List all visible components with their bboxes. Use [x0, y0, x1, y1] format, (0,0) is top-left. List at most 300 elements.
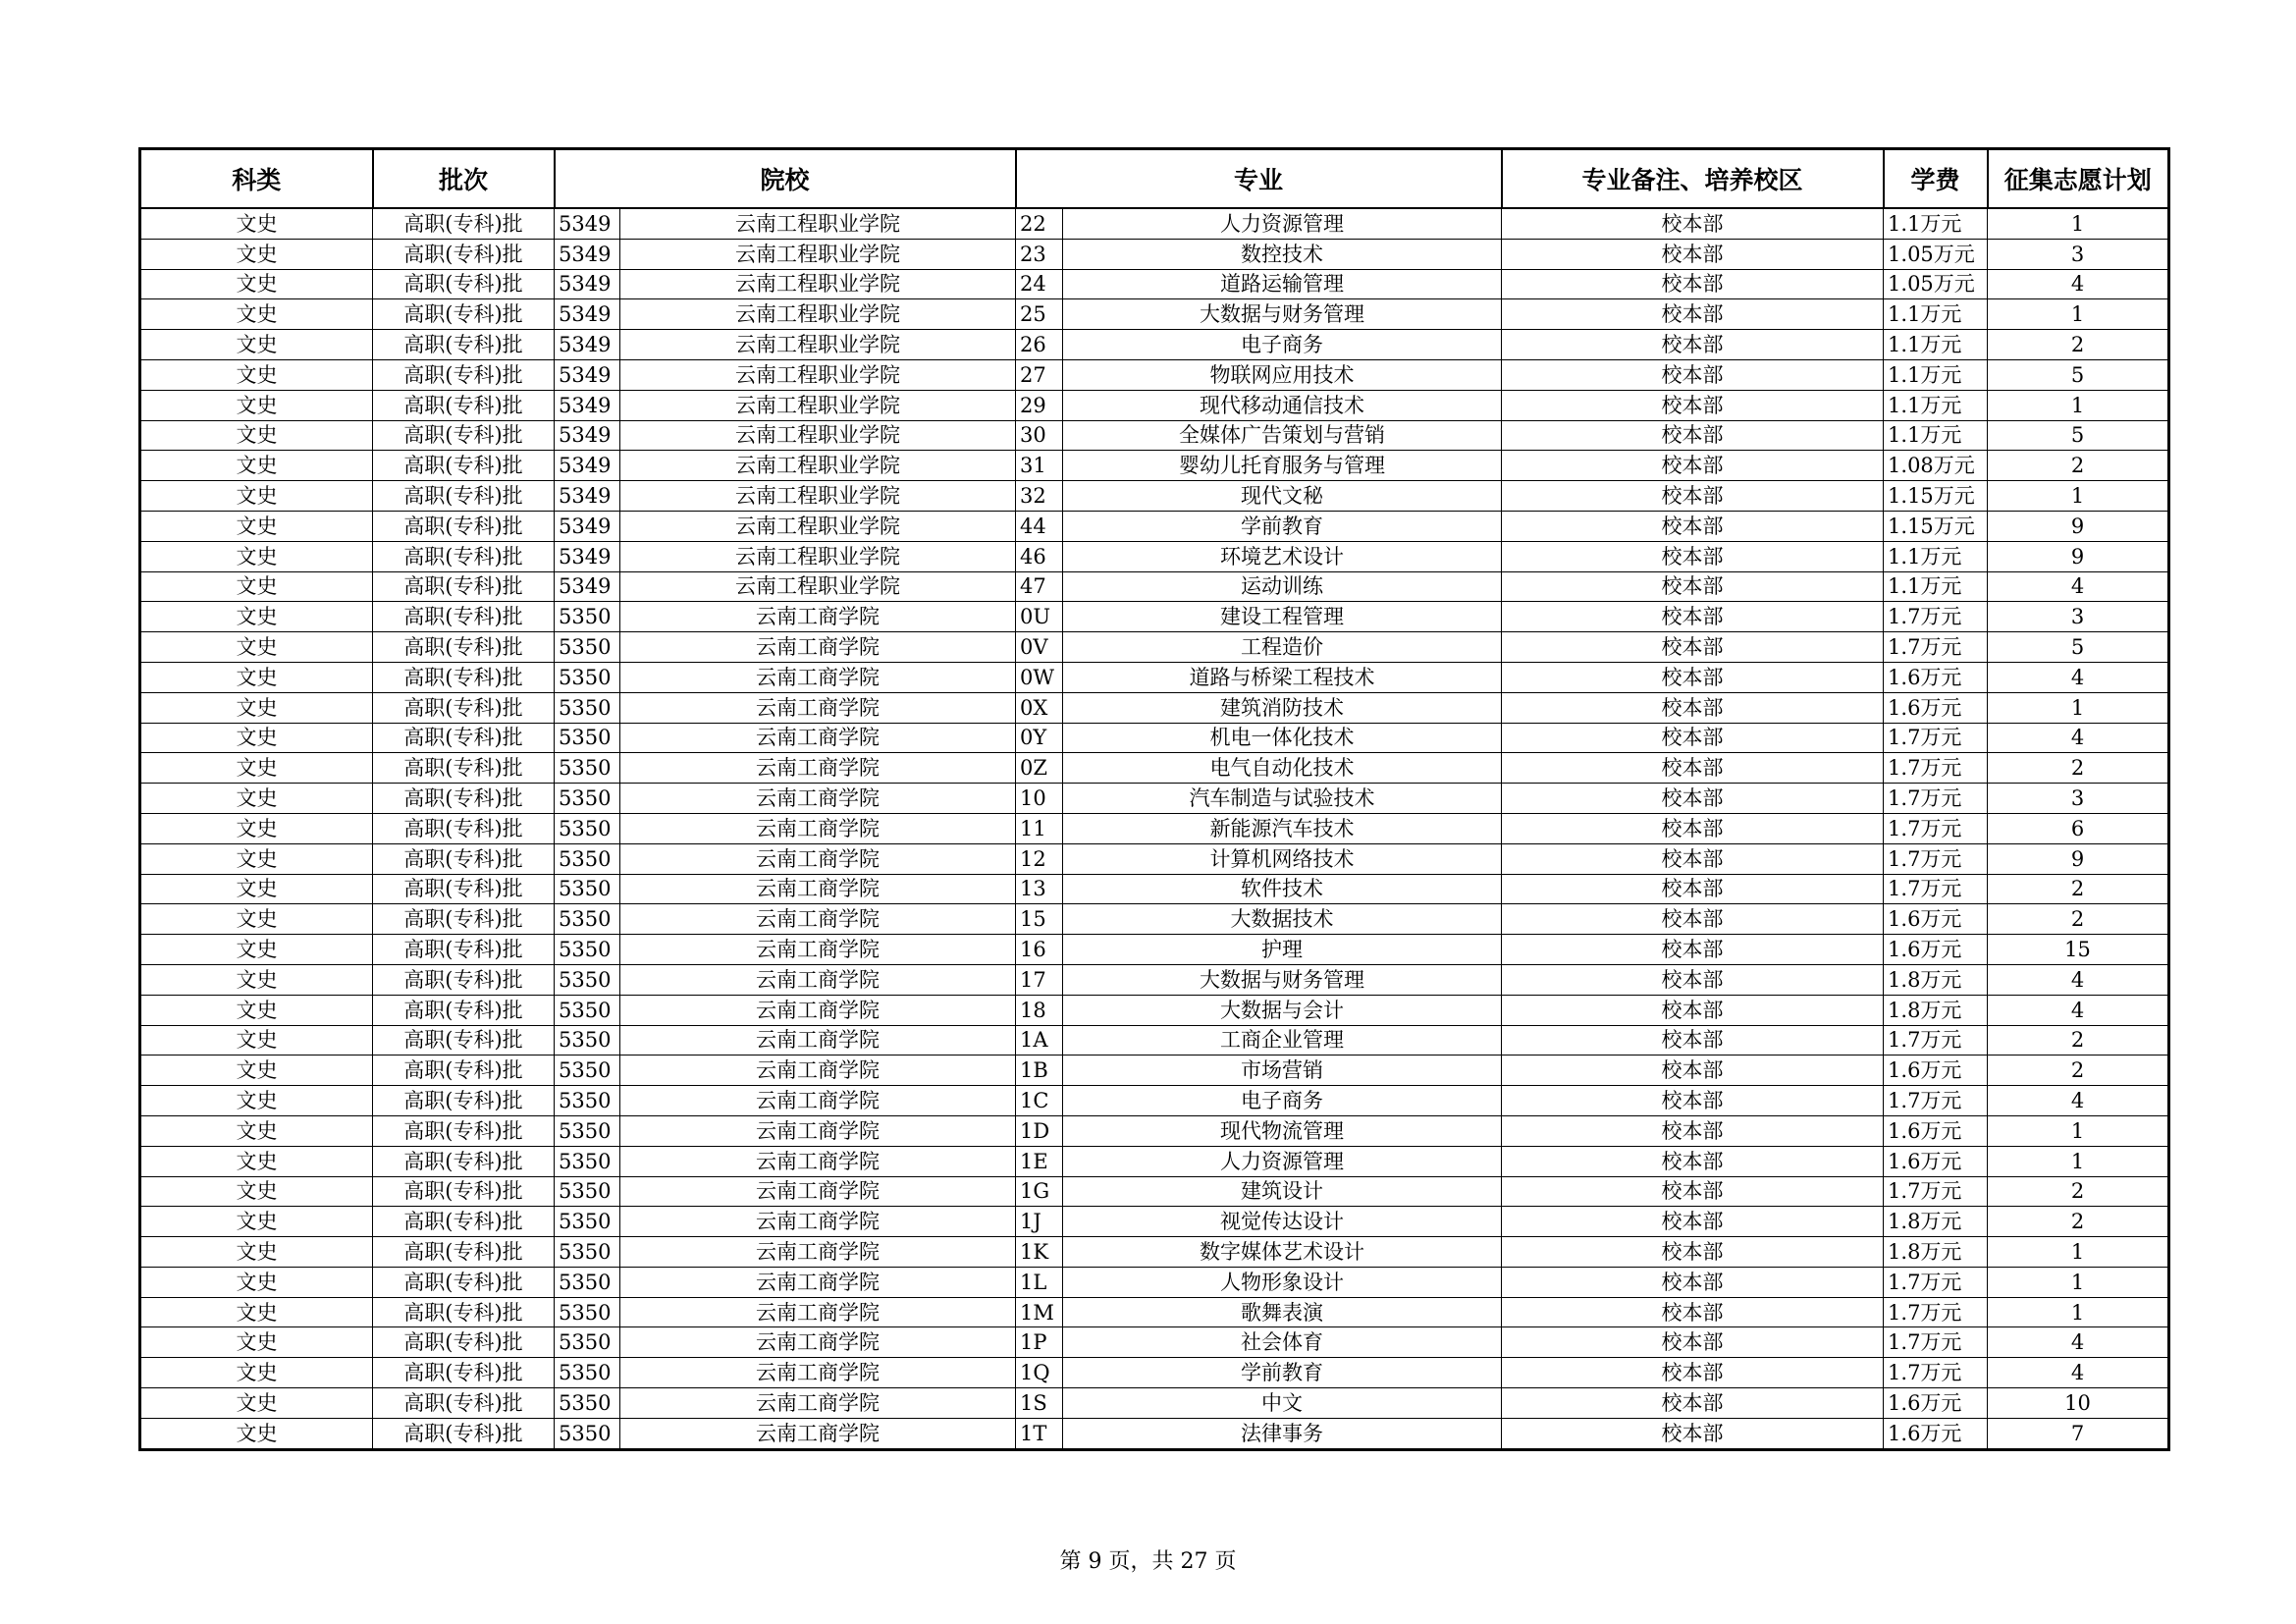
table-row [140, 935, 2169, 965]
cell-major-name: 视觉传达设计 [1063, 1207, 1502, 1237]
cell-major-name: 歌舞表演 [1063, 1297, 1502, 1327]
cell-tuition: 1.1万元 [1884, 359, 1988, 390]
cell-tuition: 1.7万元 [1884, 843, 1988, 874]
cell-tuition: 1.05万元 [1884, 269, 1988, 299]
cell-major-notes: 校本部 [1502, 784, 1884, 814]
cell-major-name: 电气自动化技术 [1063, 753, 1502, 784]
cell-institution-name: 云南工商学院 [620, 1086, 1016, 1116]
cell-tuition: 1.8万元 [1884, 1237, 1988, 1268]
cell-institution-code: 5350 [555, 1327, 620, 1358]
cell-institution-code: 5349 [555, 359, 620, 390]
cell-major-name: 人物形象设计 [1063, 1267, 1502, 1297]
cell-category: 文史 [140, 874, 373, 904]
table-row [140, 1146, 2169, 1176]
cell-major-name: 工商企业管理 [1063, 1025, 1502, 1056]
cell-institution-code: 5350 [555, 692, 620, 723]
cell-major-code: 1D [1016, 1115, 1063, 1146]
cell-category: 文史 [140, 692, 373, 723]
cell-major-name: 中文 [1063, 1388, 1502, 1419]
cell-major-name: 市场营销 [1063, 1056, 1502, 1086]
admissions-table [138, 147, 2170, 1451]
cell-institution-name: 云南工商学院 [620, 813, 1016, 843]
cell-batch: 高职(专科)批 [373, 451, 555, 481]
cell-plan-count: 15 [1988, 935, 2169, 965]
cell-major-code: 0X [1016, 692, 1063, 723]
cell-tuition: 1.8万元 [1884, 964, 1988, 995]
cell-major-code: 1Q [1016, 1358, 1063, 1388]
cell-plan-count: 1 [1988, 481, 2169, 512]
cell-institution-name: 云南工商学院 [620, 632, 1016, 663]
cell-category: 文史 [140, 1267, 373, 1297]
table-row [140, 330, 2169, 360]
cell-category: 文史 [140, 1237, 373, 1268]
cell-category: 文史 [140, 784, 373, 814]
cell-plan-count: 7 [1988, 1418, 2169, 1449]
cell-institution-code: 5350 [555, 1025, 620, 1056]
header-category: 科类 [140, 149, 373, 209]
cell-institution-code: 5350 [555, 1146, 620, 1176]
cell-category: 文史 [140, 1297, 373, 1327]
cell-institution-code: 5350 [555, 632, 620, 663]
cell-institution-code: 5349 [555, 420, 620, 451]
cell-major-name: 电子商务 [1063, 330, 1502, 360]
table-row [140, 632, 2169, 663]
cell-tuition: 1.7万元 [1884, 1176, 1988, 1207]
cell-major-name: 建设工程管理 [1063, 602, 1502, 632]
cell-plan-count: 9 [1988, 541, 2169, 571]
cell-major-notes: 校本部 [1502, 874, 1884, 904]
cell-tuition: 1.7万元 [1884, 602, 1988, 632]
cell-institution-code: 5350 [555, 1297, 620, 1327]
cell-category: 文史 [140, 420, 373, 451]
cell-batch: 高职(专科)批 [373, 1176, 555, 1207]
cell-institution-code: 5350 [555, 1207, 620, 1237]
cell-category: 文史 [140, 662, 373, 692]
cell-major-notes: 校本部 [1502, 1025, 1884, 1056]
cell-major-name: 婴幼儿托育服务与管理 [1063, 451, 1502, 481]
cell-batch: 高职(专科)批 [373, 1297, 555, 1327]
cell-batch: 高职(专科)批 [373, 359, 555, 390]
table-row [140, 481, 2169, 512]
header-batch: 批次 [373, 149, 555, 209]
cell-batch: 高职(专科)批 [373, 843, 555, 874]
cell-institution-code: 5349 [555, 269, 620, 299]
table-row [140, 1115, 2169, 1146]
cell-tuition: 1.6万元 [1884, 692, 1988, 723]
cell-institution-code: 5350 [555, 813, 620, 843]
cell-major-code: 1J [1016, 1207, 1063, 1237]
cell-plan-count: 2 [1988, 753, 2169, 784]
cell-major-name: 道路与桥梁工程技术 [1063, 662, 1502, 692]
cell-plan-count: 3 [1988, 784, 2169, 814]
cell-tuition: 1.6万元 [1884, 904, 1988, 935]
cell-major-name: 法律事务 [1063, 1418, 1502, 1449]
cell-tuition: 1.7万元 [1884, 1297, 1988, 1327]
cell-major-notes: 校本部 [1502, 481, 1884, 512]
cell-tuition: 1.7万元 [1884, 723, 1988, 753]
cell-category: 文史 [140, 511, 373, 541]
header-institution: 院校 [555, 149, 1016, 209]
cell-category: 文史 [140, 481, 373, 512]
cell-batch: 高职(专科)批 [373, 1115, 555, 1146]
cell-major-code: 0V [1016, 632, 1063, 663]
cell-major-code: 32 [1016, 481, 1063, 512]
cell-major-notes: 校本部 [1502, 1388, 1884, 1419]
cell-major-name: 大数据与会计 [1063, 995, 1502, 1025]
cell-category: 文史 [140, 995, 373, 1025]
cell-institution-code: 5350 [555, 964, 620, 995]
cell-institution-name: 云南工商学院 [620, 1146, 1016, 1176]
cell-major-notes: 校本部 [1502, 1115, 1884, 1146]
cell-batch: 高职(专科)批 [373, 753, 555, 784]
cell-plan-count: 1 [1988, 1237, 2169, 1268]
cell-major-notes: 校本部 [1502, 208, 1884, 239]
table-row [140, 1025, 2169, 1056]
cell-institution-name: 云南工商学院 [620, 1267, 1016, 1297]
cell-major-code: 26 [1016, 330, 1063, 360]
cell-institution-code: 5350 [555, 753, 620, 784]
cell-tuition: 1.7万元 [1884, 1327, 1988, 1358]
cell-major-code: 29 [1016, 390, 1063, 420]
cell-tuition: 1.7万元 [1884, 1025, 1988, 1056]
table-row [140, 964, 2169, 995]
cell-major-notes: 校本部 [1502, 964, 1884, 995]
cell-institution-code: 5350 [555, 874, 620, 904]
cell-institution-code: 5350 [555, 602, 620, 632]
cell-major-notes: 校本部 [1502, 571, 1884, 602]
cell-institution-code: 5349 [555, 541, 620, 571]
cell-institution-code: 5350 [555, 995, 620, 1025]
cell-institution-name: 云南工商学院 [620, 964, 1016, 995]
table-row [140, 692, 2169, 723]
cell-institution-code: 5350 [555, 1358, 620, 1388]
cell-major-name: 社会体育 [1063, 1327, 1502, 1358]
cell-major-code: 1T [1016, 1418, 1063, 1449]
cell-institution-code: 5350 [555, 662, 620, 692]
cell-major-notes: 校本部 [1502, 662, 1884, 692]
cell-major-code: 1A [1016, 1025, 1063, 1056]
cell-batch: 高职(专科)批 [373, 239, 555, 269]
cell-plan-count: 1 [1988, 692, 2169, 723]
table-row [140, 390, 2169, 420]
cell-major-name: 现代物流管理 [1063, 1115, 1502, 1146]
cell-plan-count: 2 [1988, 1056, 2169, 1086]
cell-institution-name: 云南工商学院 [620, 784, 1016, 814]
cell-plan-count: 4 [1988, 1327, 2169, 1358]
cell-category: 文史 [140, 1086, 373, 1116]
cell-category: 文史 [140, 1418, 373, 1449]
cell-major-notes: 校本部 [1502, 390, 1884, 420]
cell-institution-name: 云南工程职业学院 [620, 571, 1016, 602]
cell-institution-code: 5350 [555, 784, 620, 814]
cell-plan-count: 4 [1988, 269, 2169, 299]
cell-institution-name: 云南工商学院 [620, 1025, 1016, 1056]
cell-major-notes: 校本部 [1502, 299, 1884, 330]
cell-major-code: 1G [1016, 1176, 1063, 1207]
cell-major-code: 16 [1016, 935, 1063, 965]
cell-plan-count: 2 [1988, 330, 2169, 360]
table-row [140, 753, 2169, 784]
cell-major-code: 46 [1016, 541, 1063, 571]
cell-batch: 高职(专科)批 [373, 602, 555, 632]
cell-major-notes: 校本部 [1502, 1418, 1884, 1449]
cell-batch: 高职(专科)批 [373, 299, 555, 330]
table-row [140, 1297, 2169, 1327]
cell-plan-count: 2 [1988, 1207, 2169, 1237]
cell-tuition: 1.7万元 [1884, 784, 1988, 814]
table-row [140, 511, 2169, 541]
cell-batch: 高职(专科)批 [373, 632, 555, 663]
cell-batch: 高职(专科)批 [373, 1358, 555, 1388]
cell-institution-name: 云南工商学院 [620, 1207, 1016, 1237]
cell-batch: 高职(专科)批 [373, 964, 555, 995]
cell-institution-name: 云南工程职业学院 [620, 481, 1016, 512]
cell-institution-code: 5350 [555, 1237, 620, 1268]
cell-plan-count: 1 [1988, 1146, 2169, 1176]
cell-major-name: 道路运输管理 [1063, 269, 1502, 299]
cell-category: 文史 [140, 269, 373, 299]
cell-category: 文史 [140, 935, 373, 965]
cell-institution-name: 云南工商学院 [620, 843, 1016, 874]
cell-institution-name: 云南工程职业学院 [620, 541, 1016, 571]
cell-major-name: 大数据与财务管理 [1063, 964, 1502, 995]
header-major-notes-campus: 专业备注、培养校区 [1502, 149, 1884, 209]
cell-plan-count: 1 [1988, 1297, 2169, 1327]
cell-major-notes: 校本部 [1502, 1146, 1884, 1176]
cell-plan-count: 9 [1988, 843, 2169, 874]
cell-institution-code: 5349 [555, 239, 620, 269]
cell-major-notes: 校本部 [1502, 843, 1884, 874]
cell-major-name: 电子商务 [1063, 1086, 1502, 1116]
cell-major-notes: 校本部 [1502, 269, 1884, 299]
cell-major-notes: 校本部 [1502, 330, 1884, 360]
cell-plan-count: 1 [1988, 390, 2169, 420]
cell-tuition: 1.6万元 [1884, 935, 1988, 965]
cell-batch: 高职(专科)批 [373, 541, 555, 571]
cell-batch: 高职(专科)批 [373, 935, 555, 965]
cell-major-name: 人力资源管理 [1063, 1146, 1502, 1176]
cell-category: 文史 [140, 632, 373, 663]
cell-major-name: 环境艺术设计 [1063, 541, 1502, 571]
cell-batch: 高职(专科)批 [373, 420, 555, 451]
cell-batch: 高职(专科)批 [373, 1418, 555, 1449]
cell-tuition: 1.8万元 [1884, 995, 1988, 1025]
cell-category: 文史 [140, 330, 373, 360]
cell-institution-code: 5350 [555, 843, 620, 874]
cell-plan-count: 9 [1988, 511, 2169, 541]
cell-major-name: 运动训练 [1063, 571, 1502, 602]
cell-major-code: 31 [1016, 451, 1063, 481]
cell-plan-count: 1 [1988, 299, 2169, 330]
cell-major-name: 大数据与财务管理 [1063, 299, 1502, 330]
cell-major-name: 数字媒体艺术设计 [1063, 1237, 1502, 1268]
cell-major-name: 大数据技术 [1063, 904, 1502, 935]
table-row [140, 1418, 2169, 1449]
cell-batch: 高职(专科)批 [373, 1025, 555, 1056]
cell-major-name: 计算机网络技术 [1063, 843, 1502, 874]
cell-institution-name: 云南工商学院 [620, 1237, 1016, 1268]
cell-batch: 高职(专科)批 [373, 269, 555, 299]
cell-major-code: 30 [1016, 420, 1063, 451]
cell-category: 文史 [140, 1207, 373, 1237]
cell-institution-name: 云南工程职业学院 [620, 359, 1016, 390]
cell-major-name: 建筑消防技术 [1063, 692, 1502, 723]
cell-batch: 高职(专科)批 [373, 208, 555, 239]
cell-batch: 高职(专科)批 [373, 571, 555, 602]
cell-batch: 高职(专科)批 [373, 1207, 555, 1237]
cell-tuition: 1.1万元 [1884, 208, 1988, 239]
cell-batch: 高职(专科)批 [373, 1267, 555, 1297]
cell-plan-count: 4 [1988, 662, 2169, 692]
table-row [140, 451, 2169, 481]
cell-major-name: 物联网应用技术 [1063, 359, 1502, 390]
table-row [140, 813, 2169, 843]
cell-major-name: 全媒体广告策划与营销 [1063, 420, 1502, 451]
cell-tuition: 1.6万元 [1884, 1418, 1988, 1449]
table-row [140, 1388, 2169, 1419]
cell-major-code: 12 [1016, 843, 1063, 874]
table-row [140, 1056, 2169, 1086]
cell-plan-count: 1 [1988, 1115, 2169, 1146]
cell-major-notes: 校本部 [1502, 1358, 1884, 1388]
cell-plan-count: 4 [1988, 1086, 2169, 1116]
table-row [140, 1086, 2169, 1116]
cell-plan-count: 2 [1988, 451, 2169, 481]
cell-batch: 高职(专科)批 [373, 330, 555, 360]
cell-major-code: 1L [1016, 1267, 1063, 1297]
cell-batch: 高职(专科)批 [373, 390, 555, 420]
cell-category: 文史 [140, 602, 373, 632]
table-row [140, 1358, 2169, 1388]
cell-institution-name: 云南工商学院 [620, 874, 1016, 904]
cell-institution-name: 云南工商学院 [620, 753, 1016, 784]
cell-institution-name: 云南工程职业学院 [620, 299, 1016, 330]
cell-institution-name: 云南工商学院 [620, 995, 1016, 1025]
cell-batch: 高职(专科)批 [373, 692, 555, 723]
cell-plan-count: 5 [1988, 420, 2169, 451]
header-tuition: 学费 [1884, 149, 1988, 209]
table-row [140, 662, 2169, 692]
cell-category: 文史 [140, 1358, 373, 1388]
cell-institution-name: 云南工商学院 [620, 1115, 1016, 1146]
table-row [140, 239, 2169, 269]
cell-major-notes: 校本部 [1502, 1176, 1884, 1207]
cell-category: 文史 [140, 208, 373, 239]
cell-major-name: 软件技术 [1063, 874, 1502, 904]
cell-category: 文史 [140, 239, 373, 269]
cell-major-notes: 校本部 [1502, 359, 1884, 390]
cell-category: 文史 [140, 843, 373, 874]
cell-plan-count: 6 [1988, 813, 2169, 843]
table-row [140, 208, 2169, 239]
cell-major-code: 1M [1016, 1297, 1063, 1327]
cell-major-notes: 校本部 [1502, 511, 1884, 541]
table-row [140, 571, 2169, 602]
cell-institution-code: 5350 [555, 935, 620, 965]
cell-major-code: 11 [1016, 813, 1063, 843]
cell-major-code: 1P [1016, 1327, 1063, 1358]
cell-category: 文史 [140, 299, 373, 330]
cell-batch: 高职(专科)批 [373, 511, 555, 541]
cell-category: 文史 [140, 1115, 373, 1146]
page-number: 第 9 页，共 27 页 [1059, 1549, 1237, 1574]
cell-major-notes: 校本部 [1502, 1327, 1884, 1358]
cell-institution-name: 云南工程职业学院 [620, 390, 1016, 420]
cell-major-code: 17 [1016, 964, 1063, 995]
cell-tuition: 1.7万元 [1884, 753, 1988, 784]
cell-major-notes: 校本部 [1502, 813, 1884, 843]
cell-major-notes: 校本部 [1502, 1086, 1884, 1116]
cell-category: 文史 [140, 1146, 373, 1176]
cell-major-name: 学前教育 [1063, 511, 1502, 541]
cell-institution-code: 5349 [555, 451, 620, 481]
cell-batch: 高职(专科)批 [373, 995, 555, 1025]
cell-major-notes: 校本部 [1502, 602, 1884, 632]
table-row [140, 1267, 2169, 1297]
cell-tuition: 1.1万元 [1884, 420, 1988, 451]
cell-batch: 高职(专科)批 [373, 1237, 555, 1268]
cell-institution-name: 云南工商学院 [620, 1297, 1016, 1327]
cell-batch: 高职(专科)批 [373, 1056, 555, 1086]
table-row [140, 904, 2169, 935]
cell-institution-code: 5349 [555, 299, 620, 330]
cell-major-notes: 校本部 [1502, 1207, 1884, 1237]
cell-plan-count: 4 [1988, 995, 2169, 1025]
cell-major-code: 0Z [1016, 753, 1063, 784]
table-body [140, 208, 2169, 1449]
cell-institution-code: 5350 [555, 1388, 620, 1419]
cell-major-name: 数控技术 [1063, 239, 1502, 269]
cell-plan-count: 2 [1988, 1176, 2169, 1207]
cell-category: 文史 [140, 904, 373, 935]
cell-batch: 高职(专科)批 [373, 1388, 555, 1419]
cell-institution-code: 5350 [555, 1267, 620, 1297]
cell-institution-name: 云南工程职业学院 [620, 330, 1016, 360]
cell-institution-name: 云南工程职业学院 [620, 451, 1016, 481]
cell-major-code: 18 [1016, 995, 1063, 1025]
cell-major-notes: 校本部 [1502, 723, 1884, 753]
table-row [140, 784, 2169, 814]
cell-category: 文史 [140, 753, 373, 784]
cell-major-notes: 校本部 [1502, 1237, 1884, 1268]
table-row [140, 1176, 2169, 1207]
table-row [140, 843, 2169, 874]
cell-batch: 高职(专科)批 [373, 874, 555, 904]
cell-major-code: 47 [1016, 571, 1063, 602]
cell-tuition: 1.7万元 [1884, 874, 1988, 904]
cell-major-name: 机电一体化技术 [1063, 723, 1502, 753]
cell-major-notes: 校本部 [1502, 1297, 1884, 1327]
cell-major-notes: 校本部 [1502, 239, 1884, 269]
cell-institution-name: 云南工商学院 [620, 1056, 1016, 1086]
cell-major-notes: 校本部 [1502, 541, 1884, 571]
table-row [140, 995, 2169, 1025]
cell-tuition: 1.8万元 [1884, 1207, 1988, 1237]
cell-institution-code: 5350 [555, 1056, 620, 1086]
cell-institution-name: 云南工程职业学院 [620, 269, 1016, 299]
cell-major-name: 学前教育 [1063, 1358, 1502, 1388]
cell-tuition: 1.15万元 [1884, 511, 1988, 541]
cell-institution-code: 5350 [555, 1115, 620, 1146]
cell-tuition: 1.7万元 [1884, 813, 1988, 843]
header-major: 专业 [1016, 149, 1502, 209]
cell-major-notes: 校本部 [1502, 632, 1884, 663]
cell-institution-name: 云南工商学院 [620, 1327, 1016, 1358]
cell-institution-name: 云南工商学院 [620, 1358, 1016, 1388]
cell-major-code: 1B [1016, 1056, 1063, 1086]
cell-plan-count: 4 [1988, 964, 2169, 995]
cell-major-notes: 校本部 [1502, 995, 1884, 1025]
